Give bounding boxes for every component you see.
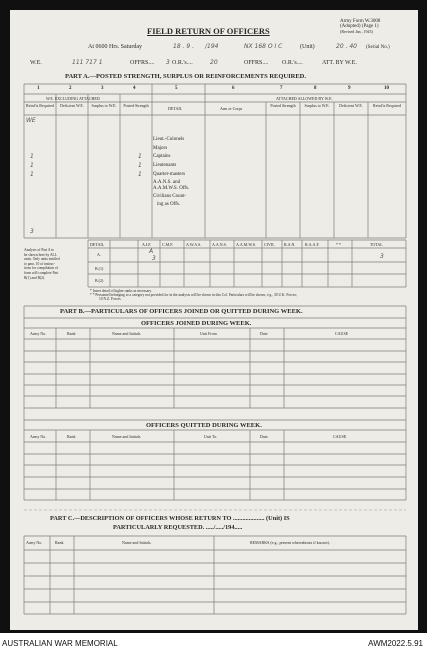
analysis-note-line: tions for compilation of xyxy=(24,266,59,271)
col-head: Arm or Corps xyxy=(220,106,243,111)
col-head-text: Surplus to W.E. xyxy=(304,103,330,108)
col-number: 9 xyxy=(348,86,351,91)
col-head-text: Deficient W.E. xyxy=(339,103,363,108)
col-head xyxy=(58,104,86,108)
quitted-head-name: Name and Initials xyxy=(112,434,141,439)
quitted-head-rank: Rank xyxy=(67,434,76,439)
quitted-head-army-no: Army No. xyxy=(30,434,47,439)
col-number: 7 xyxy=(280,86,283,91)
analysis-row-label: B.(1) xyxy=(95,266,104,271)
part-c-head-remarks: REMARKS (e.g., present whereabouts if known). xyxy=(250,540,330,545)
handwritten-unit: NX 168 O I C xyxy=(244,43,283,50)
hand-we-mark: WE xyxy=(26,117,36,124)
joined-head-unit: Unit From xyxy=(200,331,217,336)
att-offrs-label: OFFRS.... xyxy=(244,60,269,66)
form-ref-line: (Adopted) (Page 1) xyxy=(340,24,379,29)
handwritten-year: /194 xyxy=(205,43,219,50)
date-line-label: At 0600 Hrs. Saturday xyxy=(88,44,142,50)
col-head xyxy=(268,104,298,108)
col-number: 4 xyxy=(133,86,136,91)
analysis-note-line: units. Only units entitled xyxy=(24,257,60,262)
hand-total-right: 3 xyxy=(380,253,384,260)
part-c-head-rank: Rank xyxy=(55,540,64,545)
hand-posted-value: 1 xyxy=(138,162,142,169)
unit-label: (Unit) xyxy=(300,44,315,50)
form-ref-line: Army Form W.3008 xyxy=(340,19,381,24)
joined-title: OFFICERS JOINED DURING WEEK. xyxy=(141,320,252,327)
col-number: 2 xyxy=(69,86,72,91)
analysis-head: * * xyxy=(336,242,341,247)
part-c-head-army-no: Army No. xyxy=(26,540,43,545)
we-excluding-attached-header: W.E. EXCLUDING ATTACHED xyxy=(46,96,100,101)
part-c-title: PART C.—DESCRIPTION OF OFFICERS WHOSE RETURN TO .................... (Unit) IS xyxy=(50,515,290,522)
we-ors-label: O.R.'s.... xyxy=(172,60,193,66)
part-a-title: PART A.—POSTED STRENGTH, SURPLUS OR REINFORCEMENTS REQUIRED. xyxy=(65,73,306,80)
rank-aans: A.A.N.S. and xyxy=(153,179,181,185)
rank-captains: Captains xyxy=(153,154,171,160)
rank-aamws: A.A.M.W.S. Offs. xyxy=(153,185,190,191)
joined-head-army-no: Army No. xyxy=(30,331,47,336)
analysis-note-line: Analysis of Part A to xyxy=(24,248,54,252)
col-number: 5 xyxy=(175,86,178,91)
col-number: 8 xyxy=(314,86,317,91)
we-ors-value: 20 xyxy=(210,59,218,66)
analysis-head: A.W.A.S. xyxy=(186,242,202,247)
analysis-head: A.I.F. xyxy=(142,242,152,247)
joined-head-date: Date xyxy=(260,331,268,336)
analysis-note-line: form will complete Part xyxy=(24,270,59,275)
analysis-head: R.A.A.F. xyxy=(305,242,320,247)
col-head-text: Surplus to W.E. xyxy=(91,103,117,108)
hand-total-left: 3 xyxy=(30,228,34,235)
col-head-text: Posted Strength xyxy=(270,103,296,108)
we-label: W.E. xyxy=(30,60,42,66)
col-head-text: Posted Strength xyxy=(123,103,149,108)
col-head-text: Reinf'ts Required xyxy=(373,103,401,108)
analysis-head: A.A.M.W.S. xyxy=(236,242,256,247)
analysis-head: DETAIL xyxy=(90,242,105,247)
analysis-row-label: B.(2) xyxy=(95,278,104,283)
footnote: 10 N.Z. Forces. xyxy=(99,297,122,302)
rank-majors: Majors xyxy=(153,145,168,151)
col-head xyxy=(90,104,118,108)
footer-credit: AUSTRALIAN WAR MEMORIAL xyxy=(2,639,118,648)
analysis-hand-mark: A xyxy=(149,248,154,255)
handwritten-serial: 20 . 40 xyxy=(336,43,357,50)
col-number: 10 xyxy=(384,86,389,91)
footer-bar xyxy=(0,636,427,653)
quitted-head-cause: CAUSE. xyxy=(333,434,348,439)
footer-accession-number: AWM2022.5.91 xyxy=(368,639,423,648)
analysis-note xyxy=(24,248,60,280)
col-head xyxy=(302,104,332,108)
col-number: 6 xyxy=(232,86,235,91)
rank-civilians-cont: ing as Offs. xyxy=(157,201,181,207)
hand-posted-value: 1 xyxy=(138,153,142,160)
col-head xyxy=(122,104,150,108)
hand-reinf-value: 1 xyxy=(30,171,34,178)
col-head-text: Deficient W.E. xyxy=(60,103,84,108)
rank-lieut-colonels: Lieut.-Colonels xyxy=(153,137,185,142)
handwritten-date: 18 . 9 . xyxy=(173,43,194,50)
quitted-title: OFFICERS QUITTED DURING WEEK. xyxy=(146,422,262,429)
serial-label: (Serial No.) xyxy=(366,45,390,50)
col-number: 1 xyxy=(37,86,40,91)
col-head xyxy=(26,104,54,108)
part-b-title: PART B.—PARTICULARS OF OFFICERS JOINED OR QUITTED DURING WEEK. xyxy=(60,308,303,315)
we-offrs-value: 3 xyxy=(166,59,170,66)
rank-list xyxy=(153,136,189,207)
part-c-subtitle: PARTICULARLY REQUESTED. ...../...../194..... xyxy=(113,524,243,531)
analysis-row-label: A. xyxy=(97,252,101,257)
rank-civilians: Civilians Count- xyxy=(153,193,187,199)
we-hand-value: 111 717 1 xyxy=(72,59,103,66)
form-ref-line: (Revised Jan., 1943) xyxy=(340,29,373,34)
joined-head-rank: Rank xyxy=(67,331,76,336)
analysis-head: A.A.N.S. xyxy=(212,242,227,247)
hand-reinf-value: 1 xyxy=(30,153,34,160)
analysis-head: TOTAL xyxy=(370,242,383,247)
col-head xyxy=(370,104,404,108)
footnote: * * Personnel belonging to a category not provided for in the analysis will be shown in this Col. Particulars will be shown, e.g., 30 U.K. Forces; xyxy=(90,293,297,298)
form-page xyxy=(10,10,418,630)
col-head xyxy=(336,104,366,108)
hand-reinf-value: 1 xyxy=(30,162,34,169)
col-number: 3 xyxy=(101,86,104,91)
col-head-text: Reinf'ts Required xyxy=(26,103,54,108)
analysis-head: R.A.N. xyxy=(284,242,296,247)
quitted-head-unit: Unit To. xyxy=(204,434,218,439)
form-title: FIELD RETURN OF OFFICERS xyxy=(147,26,270,36)
footnotes xyxy=(90,289,297,302)
att-by-we-label: ATT. BY W.E. xyxy=(322,60,357,66)
attached-allowed-header: ATTACHED ALLOWED BY W.E. xyxy=(276,96,333,101)
analysis-hand-value: 3 xyxy=(152,255,156,262)
footnote: * Insert detail of higher ranks as necessary. xyxy=(90,289,152,293)
rank-lieutenants: Lieutenants xyxy=(153,163,177,169)
analysis-note-line: be shown here by ALL xyxy=(24,252,57,257)
att-ors-label: O.R.'s.... xyxy=(282,60,303,66)
joined-head-cause: CAUSE xyxy=(335,331,349,336)
rank-quartermasters: Quarter-masters xyxy=(153,171,186,177)
we-offrs-label: OFFRS.... xyxy=(130,60,155,66)
analysis-head: C.M.F. xyxy=(162,242,174,247)
quitted-head-date: Date. xyxy=(260,434,269,439)
analysis-head: CIVIL xyxy=(264,242,275,247)
part-c-head-name: Name and Initials. xyxy=(122,540,152,545)
col-head: DETAIL xyxy=(168,106,183,111)
hand-posted-value: 1 xyxy=(138,171,142,178)
analysis-note-line: B(1) and B(2). xyxy=(24,275,46,280)
analysis-note-line: to para. 10 of instruc- xyxy=(24,261,56,266)
joined-head-name: Name and Initials xyxy=(112,331,141,336)
